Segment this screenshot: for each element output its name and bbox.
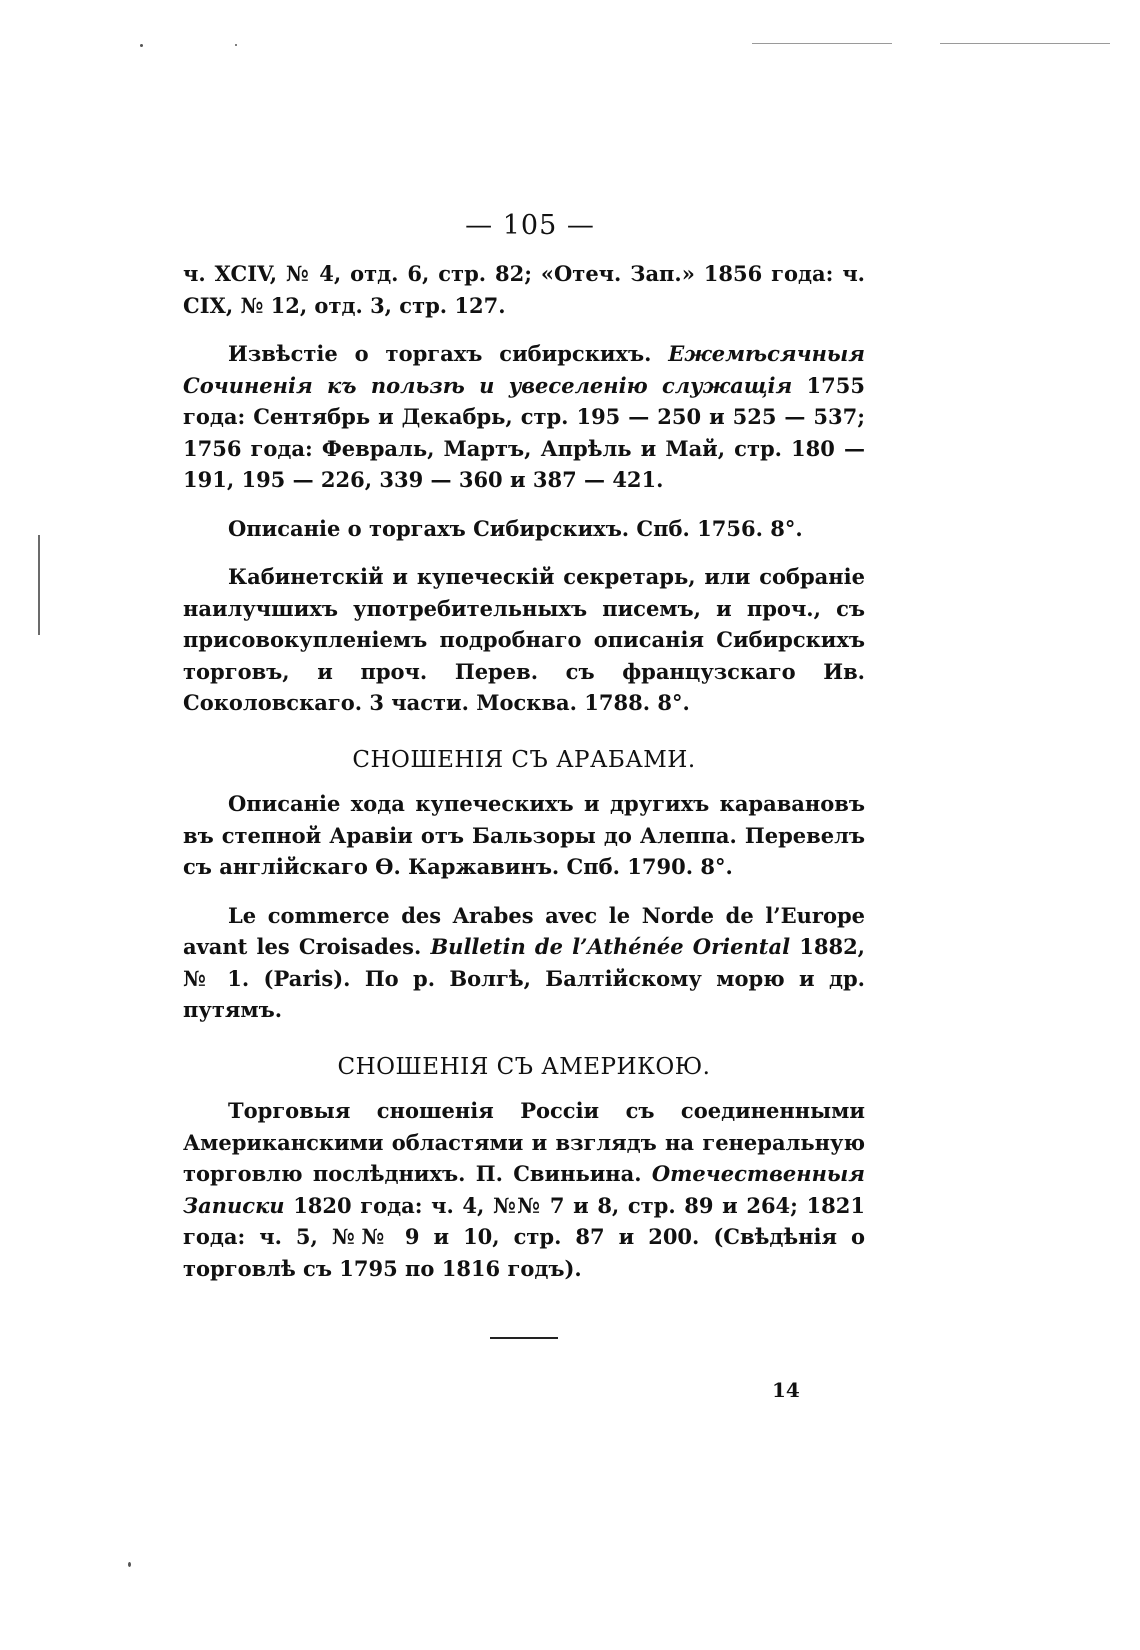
entry-paragraph: Извѣстіе о торгахъ сибирскихъ. Ежемѣсячныя Сочиненія къ пользѣ и увеселенію служащія 1755 года: Сентябрь и Декабрь, стр. 195 — 250 и 525 — 537; 1756 года: Февраль, Мартъ, Апрѣль и Май, стр. 180 — 191, 195 — 226, 339 — 360 и 387 — 421.: [183, 341, 865, 492]
end-rule: [490, 1337, 558, 1339]
section-heading: СНОШЕНІЯ СЪ АРАБАМИ.: [352, 746, 696, 773]
scan-edge-line: [940, 43, 1110, 44]
section-heading: СНОШЕНІЯ СЪ АМЕРИКОЮ.: [337, 1053, 711, 1080]
signature-mark: 14: [772, 1378, 800, 1402]
continuation-paragraph: ч. XCIV, № 4, отд. 6, стр. 82; «Отеч. Зап.» 1856 года: ч. CIX, № 12, отд. 3, стр. 127.: [183, 261, 865, 318]
entry-paragraph: Кабинетскій и купеческій секретарь, или собраніе наилучшихъ употребительныхъ писемъ, и проч., съ присовокупленіемъ подробнаго описанія Сибирскихъ торговъ, и проч. Перев. съ французскаго Ив. Соколовскаго. 3 части. Москва. 1788. 8°.: [183, 564, 865, 715]
scan-edge-line: [752, 43, 892, 44]
scan-speck: [128, 1562, 131, 1567]
page-number: — 105 —: [465, 210, 595, 241]
entry-paragraph: Le commerce des Arabes avec le Norde de l’Europe avant les Croisades. Bulletin de l’Athénée Oriental 1882, № 1. (Paris). По р. Волгѣ, Балтійскому морю и др. путямъ.: [183, 902, 865, 1022]
text-column: [183, 258, 865, 1284]
entry-paragraph: Описаніе хода купеческихъ и другихъ каравановъ въ степной Аравіи отъ Бальзоры до Алеппа. Перевелъ съ англійскаго Ѳ. Каржавинъ. Спб. 1790. 8°.: [183, 791, 865, 879]
entry-paragraph: Торговыя сношенія Россіи съ соединенными Американскими областями и взглядъ на генеральную торговлю послѣднихъ. П. Свиньина. Отечественныя Записки 1820 года: ч. 4, №№ 7 и 8, стр. 89 и 264; 1821 года: ч. 5, №№ 9 и 10, стр. 87 и 200. (Свѣдѣнія о торговлѣ съ 1795 по 1816 годъ).: [183, 1098, 865, 1281]
scan-speck: [140, 44, 143, 47]
scan-speck: [235, 44, 237, 46]
entry-paragraph: Описаніе о торгахъ Сибирскихъ. Спб. 1756. 8°.: [228, 515, 803, 541]
scan-margin-mark: [38, 535, 40, 635]
